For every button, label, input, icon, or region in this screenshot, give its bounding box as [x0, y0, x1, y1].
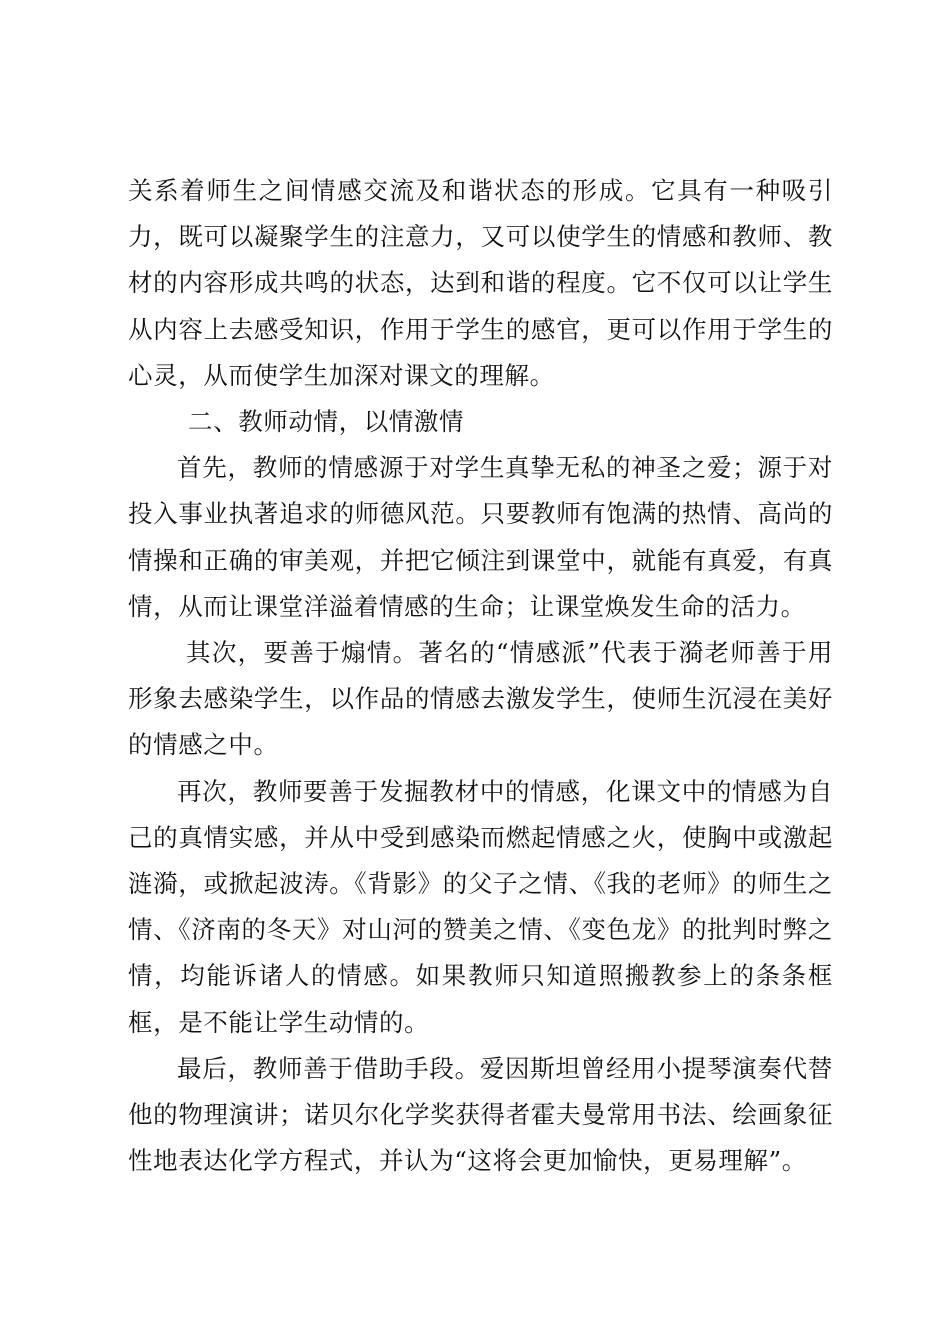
paragraph-last: 最后，教师善于借助手段。爱因斯坦曾经用小提琴演奏代替他的物理演讲；诺贝尔化学奖获得者霍夫曼常用书法、绘画象征性地表达化学方程式，并认为“这将会更加愉快，更易理解”。 [128, 1053, 833, 1176]
body-text [128, 168, 833, 1184]
paragraph-third: 再次，教师要善于发掘教材中的情感，化课文中的情感为自己的真情实感，并从中受到感染而燃起情感之火，使胸中或激起涟漪，或掀起波涛。《背影》的父子之情、《我的老师》的师生之情、《济南的冬天》对山河的赞美之情、《变色龙》的批判时弊之情，均能诉诸人的情感。如果教师只知道照搬教参上的条条框框，是不能让学生动情的。 [128, 776, 833, 1037]
paragraph-continuation: 关系着师生之间情感交流及和谐状态的形成。它具有一种吸引力，既可以凝聚学生的注意力，又可以使学生的情感和教师、教材的内容形成共鸣的状态，达到和谐的程度。它不仅可以让学生从内容上去感受知识，作用于学生的感官，更可以作用于学生的心灵，从而使学生加深对课文的理解。 [128, 176, 833, 390]
paragraph-second: 其次，要善于煽情。著名的“情感派”代表于漪老师善于用形象去感染学生，以作品的情感去激发学生，使师生沉浸在美好的情感之中。 [128, 638, 833, 760]
section-heading: 二、教师动情，以情激情 [188, 407, 465, 437]
paragraph-first: 首先，教师的情感源于对学生真挚无私的神圣之爱；源于对投入事业执著追求的师德风范。只要教师有饱满的热情、高尚的情操和正确的审美观，并把它倾注到课堂中，就能有真爱，有真情，从而让课堂洋溢着情感的生命；让课堂焕发生命的活力。 [128, 453, 833, 621]
